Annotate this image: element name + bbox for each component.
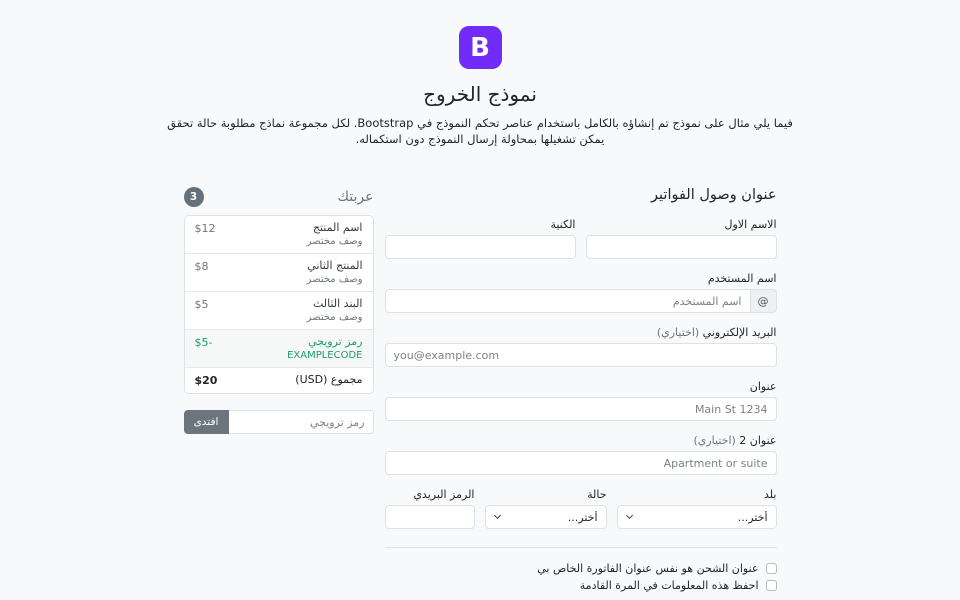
- country-label: بلد: [764, 488, 777, 502]
- form-divider: [385, 547, 777, 548]
- save-info-check-row: [385, 579, 777, 592]
- same-address-check-row: [385, 562, 777, 575]
- item-price: $8: [194, 260, 209, 274]
- item-price: $12: [194, 222, 216, 236]
- email-label: البريد الإلكتروني (اختياري): [656, 326, 777, 340]
- cart-item-list: [184, 215, 374, 394]
- redeem-button[interactable]: افتدى: [184, 410, 229, 434]
- billing-title: عنوان وصول الفواتير: [651, 187, 777, 204]
- page-title: نموذج الخروج: [423, 82, 537, 106]
- content-row: [184, 187, 777, 596]
- zip-label: الرمز البريدي: [413, 488, 475, 502]
- cart-promo-item: رمز ترويجي EXAMPLECODE -$5: [185, 329, 373, 367]
- cart-total-amount: $20: [194, 374, 218, 388]
- promo-discount: -$5: [194, 336, 213, 350]
- last-name-label: الكنية: [550, 218, 576, 232]
- first-name-field[interactable]: [586, 235, 777, 259]
- address2-optional-hint: (اختياري): [693, 434, 736, 448]
- billing-form: [385, 187, 777, 596]
- state-select[interactable]: [485, 505, 607, 529]
- username-label: اسم المستخدم: [707, 272, 777, 286]
- cart-item: المنتج الثاني وصف مختصر $8: [185, 253, 373, 291]
- promo-code-form: [184, 410, 374, 434]
- bootstrap-logo-icon[interactable]: [459, 26, 502, 69]
- email-optional-hint: (اختياري): [656, 326, 700, 340]
- cart-title: عربتك: [337, 189, 374, 206]
- logo-letter: B: [470, 32, 490, 63]
- save-info-checkbox[interactable]: [766, 580, 777, 591]
- save-info-label[interactable]: احفظ هذه المعلومات في المرة القادمة: [579, 579, 759, 593]
- promo-code-input[interactable]: [228, 410, 374, 434]
- address2-field[interactable]: [385, 451, 777, 475]
- country-select[interactable]: [617, 505, 777, 529]
- address-label: عنوان: [749, 380, 777, 394]
- state-label: حالة: [587, 488, 607, 502]
- last-name-field[interactable]: [385, 235, 576, 259]
- page-description: فيما يلي مثال على نموذج تم إنشاؤه بالكامل باستخدام عناصر تحكم النموذج في Bootstrap. لكل مجموعة نماذج مطلوبة حالة تحقق يمكن تشغيلها بمحاولة إرسال النموذج دون استكماله.: [167, 116, 793, 147]
- email-field[interactable]: [385, 343, 777, 367]
- username-field[interactable]: [385, 289, 751, 313]
- address2-label: عنوان 2 (اختياري): [693, 434, 777, 448]
- cart-item: البند الثالث وصف مختصر $5: [185, 291, 373, 329]
- cart-summary: [184, 187, 374, 434]
- username-at-addon: @: [750, 289, 777, 313]
- item-price: $5: [194, 298, 209, 312]
- page-header: [0, 26, 960, 147]
- first-name-label: الاسم الاول: [724, 218, 777, 232]
- cart-total-row: مجموع (USD) $20: [185, 367, 373, 393]
- same-address-label[interactable]: عنوان الشحن هو نفس عنوان الفاتورة الخاص بي: [537, 562, 759, 576]
- zip-field[interactable]: [385, 505, 475, 529]
- cart-count-badge: 3: [184, 187, 204, 207]
- same-address-checkbox[interactable]: [766, 563, 777, 574]
- cart-item: اسم المنتج وصف مختصر $12: [185, 216, 373, 253]
- address-field[interactable]: [385, 397, 777, 421]
